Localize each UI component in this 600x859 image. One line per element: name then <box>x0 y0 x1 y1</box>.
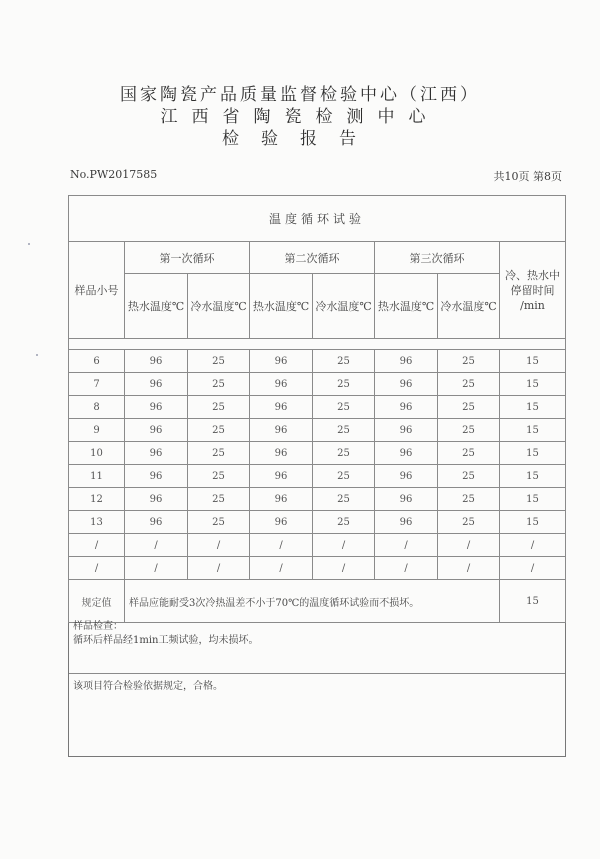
value-cell: / <box>250 557 313 580</box>
cycle-2-header: 第二次循环 <box>250 242 375 274</box>
value-cell: / <box>313 534 375 557</box>
table-row <box>69 396 566 419</box>
value-cell: 25 <box>188 442 250 465</box>
requirement-text: 样品应能耐受3次冷热温差不小于70℃的温度循环试验而不损坏。 <box>125 580 500 623</box>
value-cell: / <box>250 534 313 557</box>
value-cell: 25 <box>438 465 500 488</box>
conclusion <box>69 680 565 694</box>
value-cell: / <box>188 557 250 580</box>
value-cell: 25 <box>313 350 375 373</box>
cold-water-header: 冷水温度℃ <box>313 274 375 339</box>
header-spacer <box>69 339 566 350</box>
value-cell: 25 <box>313 373 375 396</box>
sample-id-cell: / <box>69 534 125 557</box>
scan-speck <box>36 354 38 356</box>
table-row <box>69 511 566 534</box>
value-cell: 25 <box>313 488 375 511</box>
value-cell: 25 <box>438 488 500 511</box>
value-cell: 25 <box>438 373 500 396</box>
report-number: No.PW2017585 <box>70 168 158 181</box>
value-cell: 25 <box>438 511 500 534</box>
value-cell: 96 <box>125 419 188 442</box>
conclusion-text: 该项目符合检验依据规定，合格。 <box>73 681 223 692</box>
value-cell: 25 <box>438 419 500 442</box>
value-cell: 96 <box>125 373 188 396</box>
value-cell: 96 <box>250 396 313 419</box>
value-cell: 25 <box>438 442 500 465</box>
value-cell: 25 <box>313 419 375 442</box>
page-info: 共10页 第8页 <box>493 170 562 183</box>
requirement-row <box>69 580 566 623</box>
value-cell: 15 <box>500 511 566 534</box>
value-cell: 96 <box>375 465 438 488</box>
table-row <box>69 465 566 488</box>
value-cell: / <box>375 557 438 580</box>
table-row <box>69 419 566 442</box>
sample-column-header: 样品小号 <box>69 242 125 339</box>
value-cell: 96 <box>125 511 188 534</box>
report-frame <box>68 195 566 757</box>
dwell-time-header-line: /min <box>520 298 545 312</box>
value-cell: / <box>438 534 500 557</box>
table-row <box>69 350 566 373</box>
sample-id-cell: 11 <box>69 465 125 488</box>
title-line-3: 检验报告 <box>222 129 378 149</box>
value-cell: 25 <box>313 511 375 534</box>
value-cell: 96 <box>125 465 188 488</box>
temperature-cycle-table <box>68 195 566 623</box>
value-cell: 25 <box>188 511 250 534</box>
value-cell: 96 <box>250 350 313 373</box>
title-line-2: 江西省陶瓷检测中心 <box>160 107 440 127</box>
hot-water-header: 热水温度℃ <box>125 274 188 339</box>
value-cell: 96 <box>375 442 438 465</box>
value-cell: 96 <box>250 373 313 396</box>
value-cell: 15 <box>500 396 566 419</box>
sample-inspection <box>69 620 565 648</box>
section-divider <box>69 673 565 674</box>
sample-id-cell: 13 <box>69 511 125 534</box>
cold-water-header: 冷水温度℃ <box>188 274 250 339</box>
cycle-1-header: 第一次循环 <box>125 242 250 274</box>
inspection-text: 循环后样品经1min工频试验，均未损坏。 <box>73 635 259 646</box>
sample-id-cell: 8 <box>69 396 125 419</box>
title-line-1: 国家陶瓷产品质量监督检验中心（江西） <box>120 85 480 105</box>
value-cell: / <box>375 534 438 557</box>
value-cell: 25 <box>188 373 250 396</box>
value-cell: 25 <box>188 419 250 442</box>
value-cell: / <box>125 557 188 580</box>
value-cell: / <box>313 557 375 580</box>
value-cell: / <box>125 534 188 557</box>
sample-id-cell: 6 <box>69 350 125 373</box>
value-cell: 96 <box>375 350 438 373</box>
sample-id-cell: 10 <box>69 442 125 465</box>
value-cell: 96 <box>250 488 313 511</box>
requirement-value: 15 <box>500 580 566 623</box>
value-cell: 96 <box>250 442 313 465</box>
dwell-time-header-line: 冷、热水中 <box>505 268 560 282</box>
hot-water-header: 热水温度℃ <box>250 274 313 339</box>
value-cell: 96 <box>375 419 438 442</box>
hot-water-header: 热水温度℃ <box>375 274 438 339</box>
value-cell: 25 <box>438 396 500 419</box>
value-cell: 96 <box>375 488 438 511</box>
table-row <box>69 373 566 396</box>
value-cell: 96 <box>125 396 188 419</box>
value-cell: 25 <box>188 396 250 419</box>
value-cell: / <box>188 534 250 557</box>
value-cell: 96 <box>125 488 188 511</box>
value-cell: 25 <box>313 442 375 465</box>
sample-id-cell: 9 <box>69 419 125 442</box>
value-cell: 25 <box>188 350 250 373</box>
value-cell: 96 <box>375 396 438 419</box>
inspection-heading: 样品检查： <box>73 621 123 632</box>
table-caption: 温度循环试验 <box>69 196 566 242</box>
table-row <box>69 488 566 511</box>
value-cell: 25 <box>188 488 250 511</box>
sample-id-cell: 7 <box>69 373 125 396</box>
value-cell: 25 <box>188 465 250 488</box>
value-cell: 15 <box>500 373 566 396</box>
value-cell: 96 <box>125 442 188 465</box>
value-cell: 15 <box>500 442 566 465</box>
value-cell: 96 <box>250 419 313 442</box>
cycle-3-header: 第三次循环 <box>375 242 500 274</box>
value-cell: 25 <box>313 465 375 488</box>
table-row <box>69 442 566 465</box>
sample-id-cell: / <box>69 557 125 580</box>
sample-id-cell: 12 <box>69 488 125 511</box>
value-cell: 15 <box>500 488 566 511</box>
table-row <box>69 557 566 580</box>
value-cell: 96 <box>250 465 313 488</box>
value-cell: 15 <box>500 350 566 373</box>
value-cell: 96 <box>250 511 313 534</box>
value-cell: 96 <box>375 511 438 534</box>
value-cell: 96 <box>125 350 188 373</box>
dwell-time-header <box>500 242 566 339</box>
report-title <box>0 84 600 150</box>
value-cell: / <box>500 534 566 557</box>
value-cell: 15 <box>500 419 566 442</box>
scan-speck <box>28 243 30 245</box>
cold-water-header: 冷水温度℃ <box>438 274 500 339</box>
value-cell: 25 <box>313 396 375 419</box>
value-cell: / <box>500 557 566 580</box>
requirement-label: 规定值 <box>69 580 125 623</box>
table-row <box>69 534 566 557</box>
value-cell: / <box>438 557 500 580</box>
value-cell: 96 <box>375 373 438 396</box>
value-cell: 25 <box>438 350 500 373</box>
dwell-time-header-line: 停留时间 <box>510 283 555 297</box>
value-cell: 15 <box>500 465 566 488</box>
